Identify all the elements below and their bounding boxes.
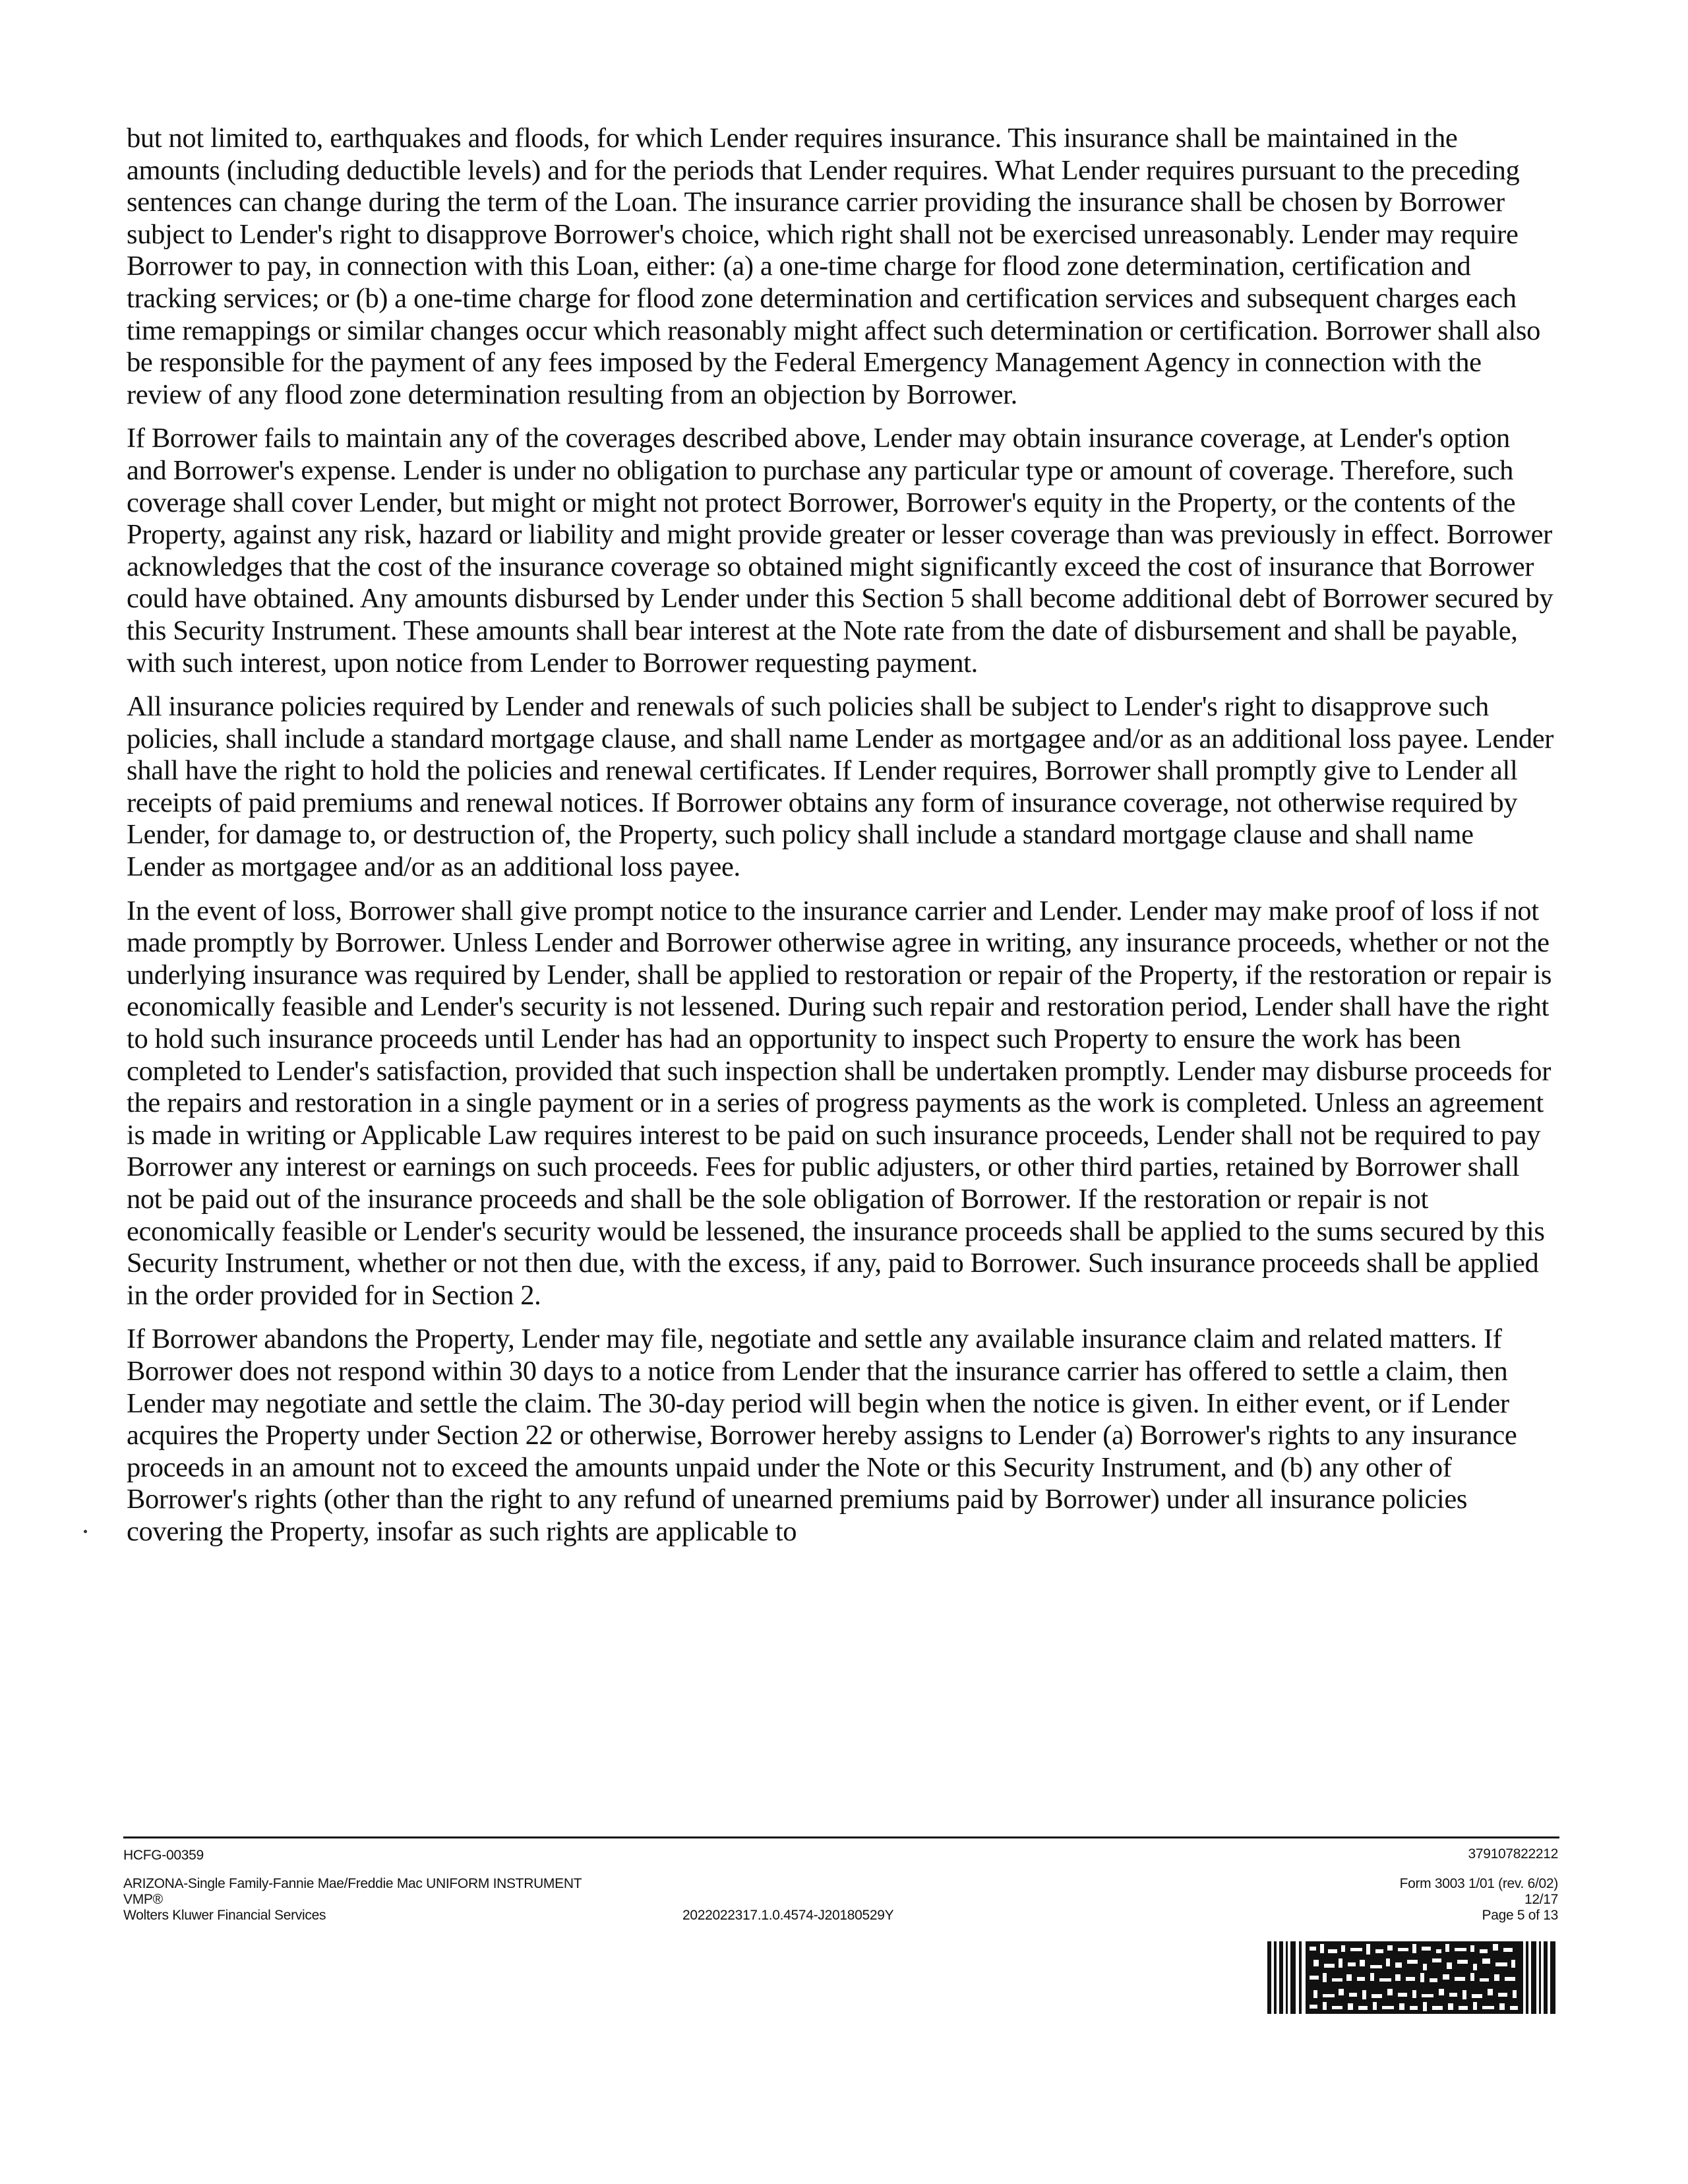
paragraph-event-of-loss: In the event of loss, Borrower shall give prompt notice to the insurance carrier and Lender. Lender may make proof of loss if not made promptly by Borrower. Unless Lender and Borrower otherwise agree in writing, any insurance proceeds, whether or not the underlying insurance was required by Lender, shall be applied to restoration or repair of the Property, if the restoration or repair is economically feasible and Lender's security is not lessened. During such repair and restoration period, Lender shall have the right to hold such insurance proceeds until Lender has had an opportunity to inspect such Property to ensure the work has been completed to Lender's satisfaction, provided that such inspection shall be undertaken promptly. Lender may disburse proceeds for the repairs and restoration in a single payment or in a series of progress payments as the work is completed. Unless an agreement is made in writing or Applicable Law requires interest to be paid on such insurance proceeds, Lender shall not be required to pay Borrower any interest or earnings on such proceeds. Fees for public adjusters, or other third parties, retained by Borrower shall not be paid out of the insurance proceeds and shall be the sole obligation of Borrower. If the restoration or repair is not economically feasible or Lender's security would be lessened, the insurance proceeds shall be applied to the sums secured by this Security Instrument, whether or not then due, with the excess, if any, paid to Borrower. Such insurance proceeds shall be applied in the order provided for in Section 2. [127,895,1552,1311]
footer-divider [123,1836,1559,1838]
footer-version-code: 2022022317.1.0.4574-J20180529Y [682,1908,894,1923]
footer-state-instrument: ARIZONA-Single Family-Fannie Mae/Freddie Mac UNIFORM INSTRUMENT [123,1876,582,1891]
footer-vmp: VMP® [123,1892,163,1907]
footer-page-number: Page 5 of 13 [1482,1908,1558,1923]
margin-dot [84,1530,87,1533]
paragraph-insurance-policies: All insurance policies required by Lender and renewals of such policies shall be subject to Lender's right to disapprove such policies, shall include a standard mortgage clause, and shall name Lender as mortgagee and/or as an additional loss payee. Lender shall have the right to hold the policies and renewal certificates. If Lender requires, Borrower shall promptly give to Lender all receipts of paid premiums and renewal notices. If Borrower obtains any form of insurance coverage, not otherwise required by Lender, for damage to, or destruction of, the Property, such policy shall include a standard mortgage clause and shall name Lender as mortgagee and/or as an additional loss payee. [127,691,1554,883]
paragraph-abandonment: If Borrower abandons the Property, Lender may file, negotiate and settle any available insurance claim and related matters. If Borrower does not respond within 30 days to a notice from Lender that the insurance carrier has offered to settle a claim, then Lender may negotiate and settle the claim. The 30-day period will begin when the notice is given. In either event, or if Lender acquires the Property under Section 22 or otherwise, Borrower hereby assigns to Lender (a) Borrower's rights to any insurance proceeds in an amount not to exceed the amounts unpaid under the Note or this Security Instrument, and (b) any other of Borrower's rights (other than the right to any refund of unearned premiums paid by Borrower) under all insurance policies covering the Property, insofar as such rights are applicable to [127,1323,1517,1547]
barcode-icon [1267,1941,1555,2014]
paragraph-lender-coverage: If Borrower fails to maintain any of the coverages described above, Lender may obtain insurance coverage, at Lender's option and Borrower's expense. Lender is under no obligation to purchase any particular type or amount of coverage. Therefore, such coverage shall cover Lender, but might or might not protect Borrower, Borrower's equity in the Property, or the contents of the Property, against any risk, hazard or liability and might provide greater or lesser coverage than was previously in effect. Borrower acknowledges that the cost of the insurance coverage so obtained might significantly exceed the cost of insurance that Borrower could have obtained. Any amounts disbursed by Lender under this Section 5 shall become additional debt of Borrower secured by this Security Instrument. These amounts shall bear interest at the Note rate from the date of disbursement and shall be payable, with such interest, upon notice from Lender to Borrower requesting payment. [127,423,1553,679]
document-body [127,123,1556,1560]
footer-publisher: Wolters Kluwer Financial Services [123,1908,326,1923]
footer-form-number: Form 3003 1/01 (rev. 6/02) [1399,1876,1558,1891]
footer-date-code: 12/17 [1524,1892,1558,1907]
paragraph-flood-insurance: but not limited to, earthquakes and floods, for which Lender requires insurance. This insurance shall be maintained in the amounts (including deductible levels) and for the periods that Lender requires. What Lender requires pursuant to the preceding sentences can change during the term of the Loan. The insurance carrier providing the insurance shall be chosen by Borrower subject to Lender's right to disapprove Borrower's choice, which right shall not be exercised unreasonably. Lender may require Borrower to pay, in connection with this Loan, either: (a) a one-time charge for flood zone determination, certification and tracking services; or (b) a one-time charge for flood zone determination and certification services and subsequent charges each time remappings or similar changes occur which reasonably might affect such determination or certification. Borrower shall also be responsible for the payment of any fees imposed by the Federal Emergency Management Agency in connection with the review of any flood zone determination resulting from an objection by Borrower. [127,123,1540,410]
footer-loan-number: 379107822212 [1468,1846,1558,1862]
footer-form-id: HCFG-00359 [123,1848,204,1863]
